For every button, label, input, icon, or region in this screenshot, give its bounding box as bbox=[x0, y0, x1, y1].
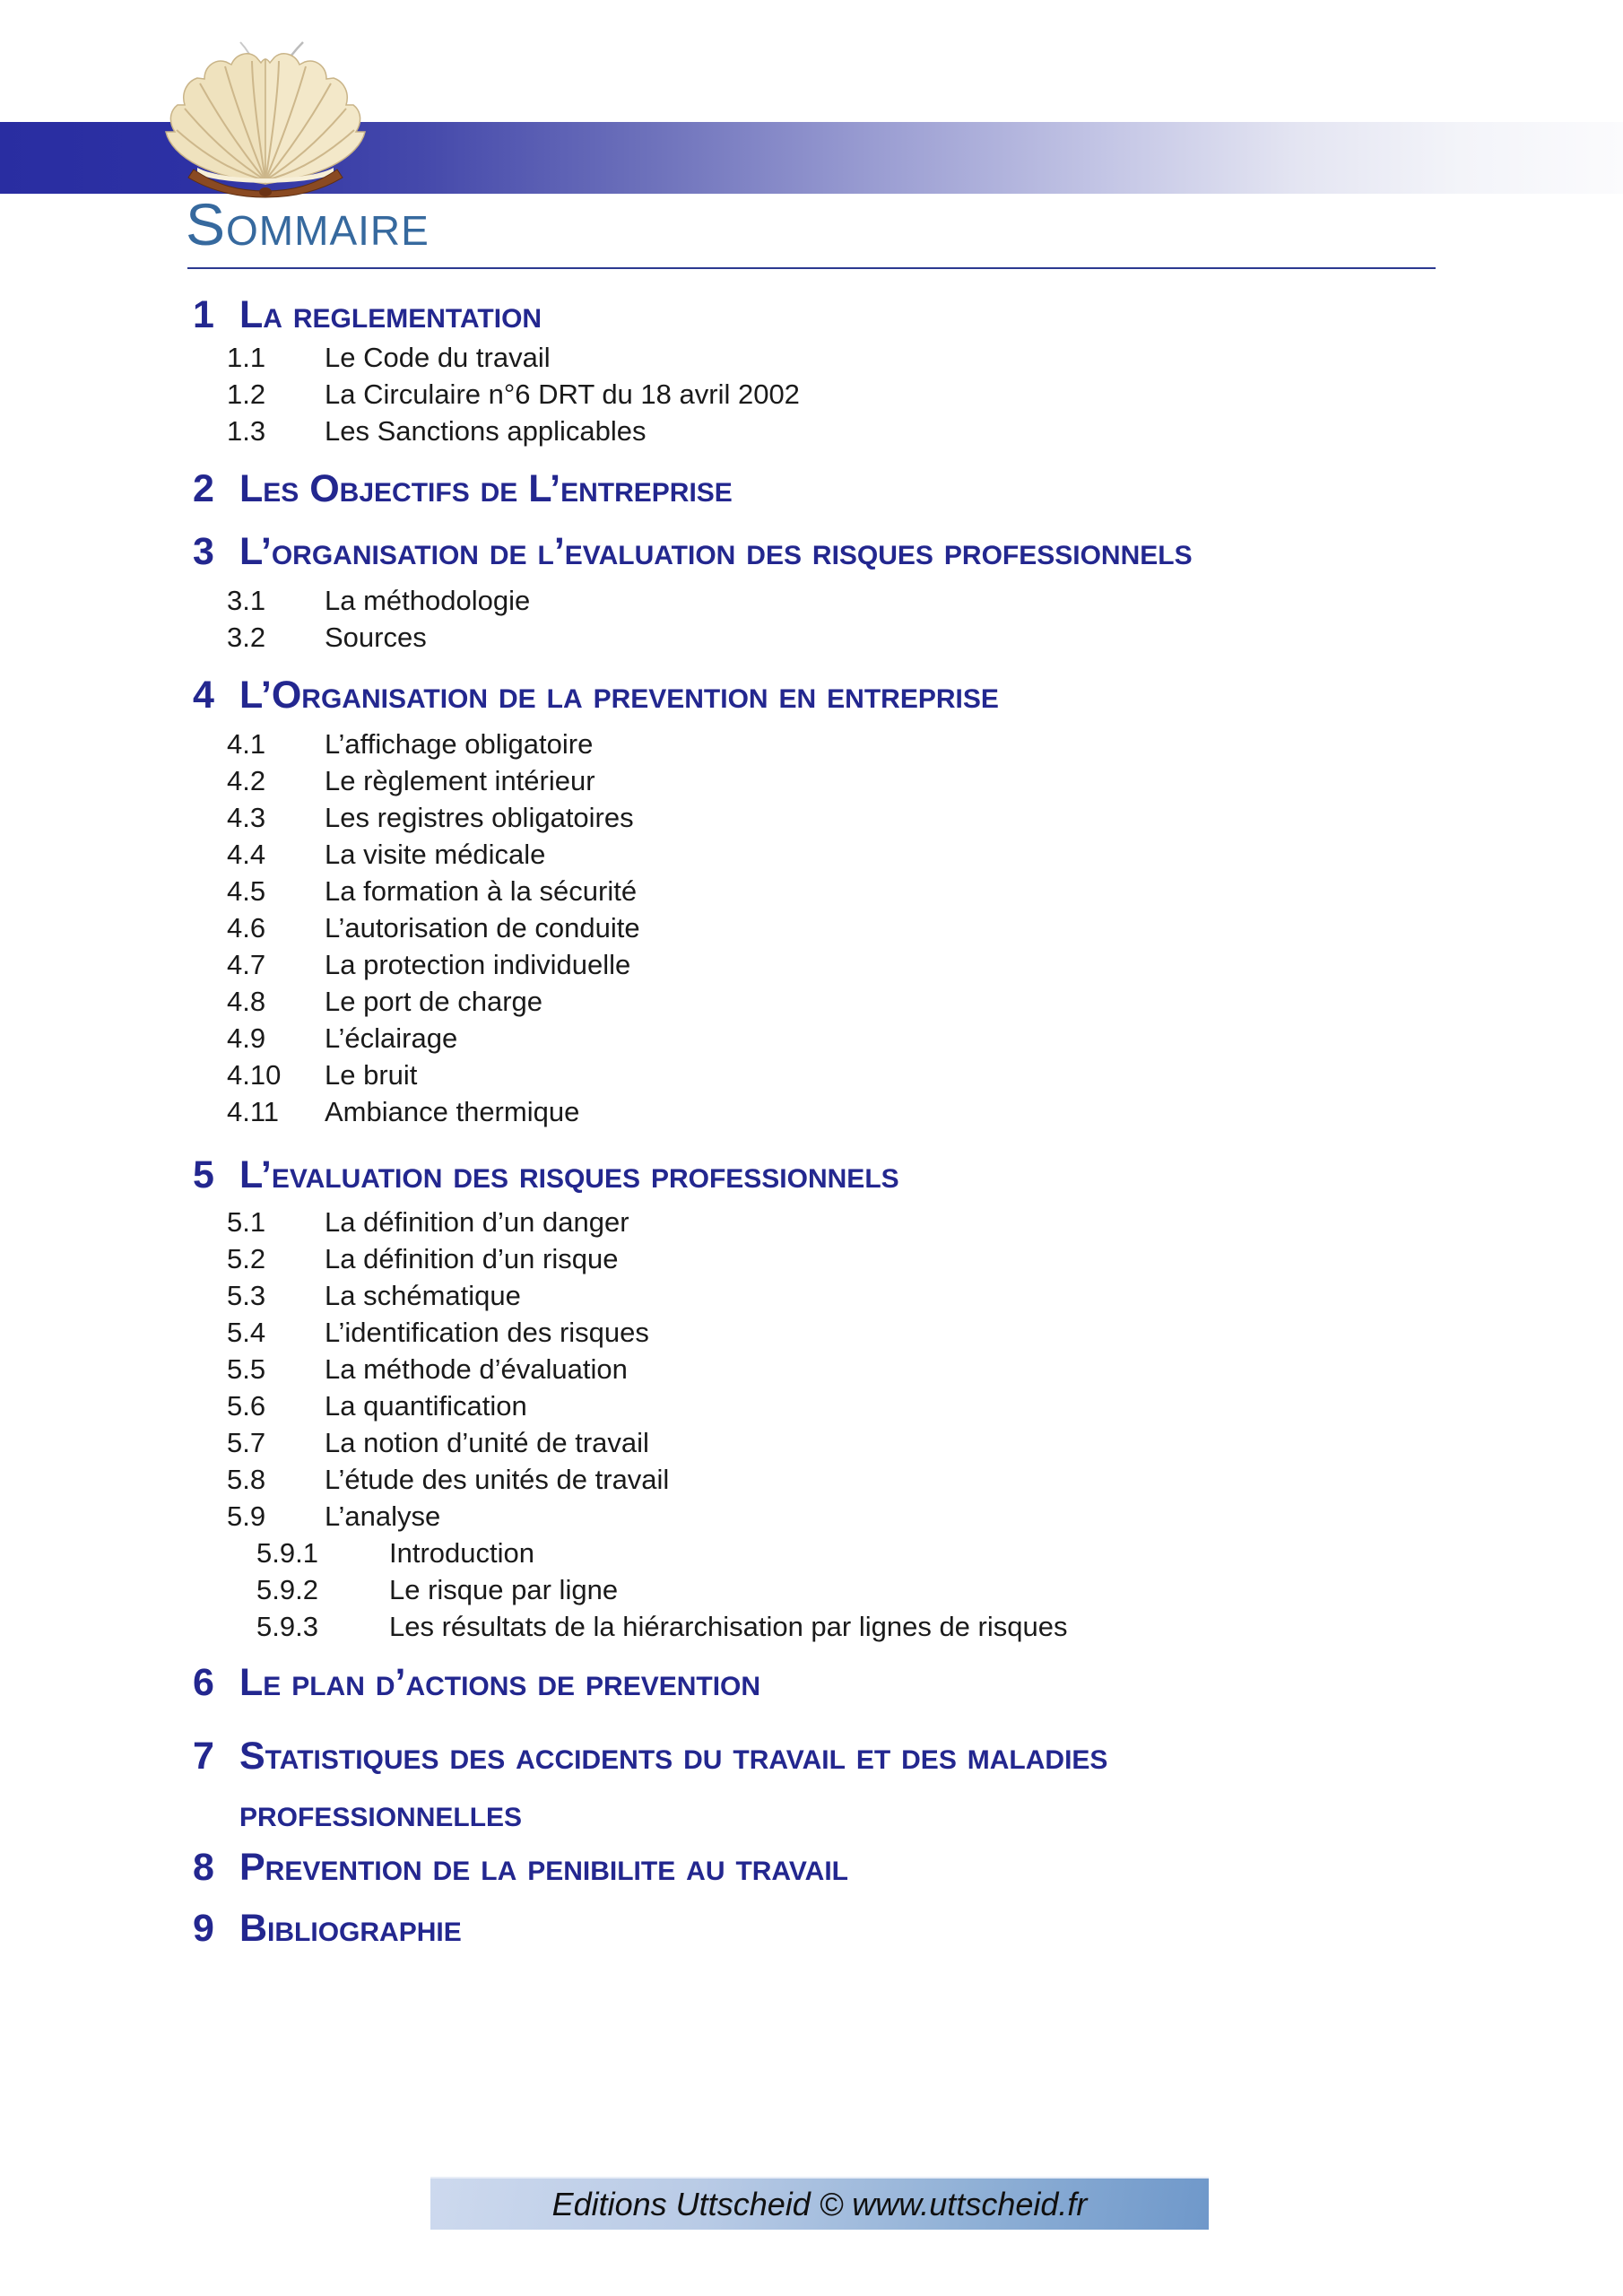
item-label: La quantification bbox=[325, 1390, 527, 1422]
toc-item-5-5 bbox=[193, 1351, 1475, 1387]
item-number: 5.1 bbox=[227, 1206, 266, 1238]
item-number: 5.2 bbox=[227, 1243, 266, 1274]
item-number: 5.8 bbox=[227, 1464, 266, 1495]
section-number: 1 bbox=[193, 293, 214, 336]
item-label: La méthodologie bbox=[325, 585, 531, 616]
item-label: La visite médicale bbox=[325, 839, 546, 870]
item-label: Sources bbox=[325, 622, 427, 653]
section-number: 2 bbox=[193, 467, 214, 510]
toc-section-9 bbox=[193, 1907, 1475, 1950]
toc-item-4-6 bbox=[193, 909, 1475, 946]
section-title: L’organisation de l’evaluation des risques professionnels bbox=[239, 530, 1193, 573]
toc-section-5 bbox=[193, 1153, 1475, 1196]
footer-text: Editions Uttscheid © www.uttscheid.fr bbox=[551, 2185, 1088, 2222]
title-rule bbox=[187, 267, 1436, 269]
item-number: 5.9 bbox=[227, 1500, 266, 1532]
toc-item-5-6 bbox=[193, 1387, 1475, 1424]
item-label: La notion d’unité de travail bbox=[325, 1427, 649, 1458]
section-number: 4 bbox=[193, 674, 214, 717]
toc-item-1-2 bbox=[193, 376, 1475, 413]
toc-item-5-1 bbox=[193, 1204, 1475, 1240]
item-label: La formation à la sécurité bbox=[325, 875, 638, 907]
toc-section-1 bbox=[193, 293, 1475, 336]
item-number: 5.9.2 bbox=[256, 1574, 318, 1605]
toc-item-4-7 bbox=[193, 946, 1475, 983]
toc-section-8 bbox=[193, 1846, 1475, 1889]
section-title: La reglementation bbox=[239, 293, 542, 336]
item-number: 5.5 bbox=[227, 1353, 266, 1385]
item-number: 4.7 bbox=[227, 949, 266, 980]
toc-item-5-3 bbox=[193, 1277, 1475, 1314]
toc-section-4 bbox=[193, 674, 1475, 717]
toc-item-5-2 bbox=[193, 1240, 1475, 1277]
section-number: 3 bbox=[193, 530, 214, 573]
item-number: 4.8 bbox=[227, 986, 266, 1017]
section-number: 5 bbox=[193, 1153, 214, 1196]
item-number: 3.2 bbox=[227, 622, 266, 653]
open-book-icon bbox=[135, 38, 396, 201]
item-label: Le règlement intérieur bbox=[325, 765, 595, 796]
item-label: Les résultats de la hiérarchisation par lignes de risques bbox=[389, 1611, 1068, 1642]
toc-section-7 bbox=[193, 1727, 1475, 1842]
item-label: La Circulaire n°6 DRT du 18 avril 2002 bbox=[325, 378, 800, 410]
toc-item-5-9-3 bbox=[193, 1608, 1475, 1645]
item-label: Le bruit bbox=[325, 1059, 418, 1091]
toc-item-3-1 bbox=[193, 582, 1475, 619]
toc-item-4-1 bbox=[193, 726, 1475, 762]
item-number: 4.3 bbox=[227, 802, 266, 833]
item-number: 1.2 bbox=[227, 378, 266, 410]
item-number: 3.1 bbox=[227, 585, 266, 616]
item-label: Le risque par ligne bbox=[389, 1574, 619, 1605]
item-label: L’analyse bbox=[325, 1500, 441, 1532]
item-label: Les Sanctions applicables bbox=[325, 415, 647, 447]
item-label: L’identification des risques bbox=[325, 1317, 649, 1348]
section-title: Statistiques des accidents du travail et des maladies professionnelles bbox=[239, 1735, 1108, 1835]
item-number: 4.5 bbox=[227, 875, 266, 907]
item-label: La définition d’un risque bbox=[325, 1243, 619, 1274]
toc-item-4-5 bbox=[193, 873, 1475, 909]
item-label: La protection individuelle bbox=[325, 949, 631, 980]
item-number: 5.4 bbox=[227, 1317, 266, 1348]
item-label: L’étude des unités de travail bbox=[325, 1464, 670, 1495]
toc-item-4-8 bbox=[193, 983, 1475, 1020]
toc-item-4-4 bbox=[193, 836, 1475, 873]
item-number: 4.1 bbox=[227, 728, 266, 760]
toc-item-5-9 bbox=[193, 1498, 1475, 1535]
section-number: 8 bbox=[193, 1846, 214, 1889]
section-title: Les Objectifs de L’entreprise bbox=[239, 467, 733, 510]
item-label: L’affichage obligatoire bbox=[325, 728, 594, 760]
section-title: L’Organisation de la prevention en entreprise bbox=[239, 674, 999, 717]
item-number: 4.2 bbox=[227, 765, 266, 796]
section-number: 7 bbox=[193, 1735, 214, 1778]
item-number: 1.3 bbox=[227, 415, 266, 447]
item-label: La méthode d’évaluation bbox=[325, 1353, 628, 1385]
item-number: 1.1 bbox=[227, 342, 266, 373]
toc-item-5-9-1 bbox=[193, 1535, 1475, 1571]
toc-item-4-3 bbox=[193, 799, 1475, 836]
toc-item-4-10 bbox=[193, 1057, 1475, 1093]
item-number: 5.3 bbox=[227, 1280, 266, 1311]
item-number: 4.10 bbox=[227, 1059, 282, 1091]
toc-item-1-1 bbox=[193, 339, 1475, 376]
toc-item-1-3 bbox=[193, 413, 1475, 449]
toc-item-5-7 bbox=[193, 1424, 1475, 1461]
toc-section-2 bbox=[193, 467, 1475, 510]
item-number: 5.9.1 bbox=[256, 1537, 318, 1569]
item-label: Introduction bbox=[389, 1537, 534, 1569]
table-of-contents bbox=[193, 280, 1475, 1950]
section-number: 6 bbox=[193, 1661, 214, 1704]
item-number: 4.11 bbox=[227, 1096, 280, 1127]
toc-item-4-2 bbox=[193, 762, 1475, 799]
item-number: 5.6 bbox=[227, 1390, 266, 1422]
footer-bar bbox=[430, 2177, 1209, 2230]
item-label: La définition d’un danger bbox=[325, 1206, 629, 1238]
toc-item-3-2 bbox=[193, 619, 1475, 656]
page-title: Sommaire bbox=[186, 191, 430, 257]
toc-item-5-9-2 bbox=[193, 1571, 1475, 1608]
section-title: Prevention de la penibilite au travail bbox=[239, 1846, 848, 1889]
item-label: Ambiance thermique bbox=[325, 1096, 580, 1127]
section-title: L’evaluation des risques professionnels bbox=[239, 1153, 899, 1196]
section-title: Bibliographie bbox=[239, 1907, 462, 1950]
section-title: Le plan d’actions de prevention bbox=[239, 1661, 761, 1704]
toc-item-4-11 bbox=[193, 1093, 1475, 1130]
item-label: La schématique bbox=[325, 1280, 521, 1311]
section-number: 9 bbox=[193, 1907, 214, 1950]
toc-item-5-4 bbox=[193, 1314, 1475, 1351]
toc-section-3 bbox=[193, 530, 1475, 573]
toc-item-5-8 bbox=[193, 1461, 1475, 1498]
item-label: Les registres obligatoires bbox=[325, 802, 634, 833]
item-number: 5.7 bbox=[227, 1427, 266, 1458]
item-label: Le Code du travail bbox=[325, 342, 551, 373]
toc-item-4-9 bbox=[193, 1020, 1475, 1057]
item-number: 5.9.3 bbox=[256, 1611, 318, 1642]
item-number: 4.6 bbox=[227, 912, 266, 944]
item-label: L’autorisation de conduite bbox=[325, 912, 640, 944]
item-label: L’éclairage bbox=[325, 1022, 458, 1054]
item-label: Le port de charge bbox=[325, 986, 543, 1017]
item-number: 4.4 bbox=[227, 839, 266, 870]
toc-section-6 bbox=[193, 1661, 1475, 1704]
item-number: 4.9 bbox=[227, 1022, 266, 1054]
